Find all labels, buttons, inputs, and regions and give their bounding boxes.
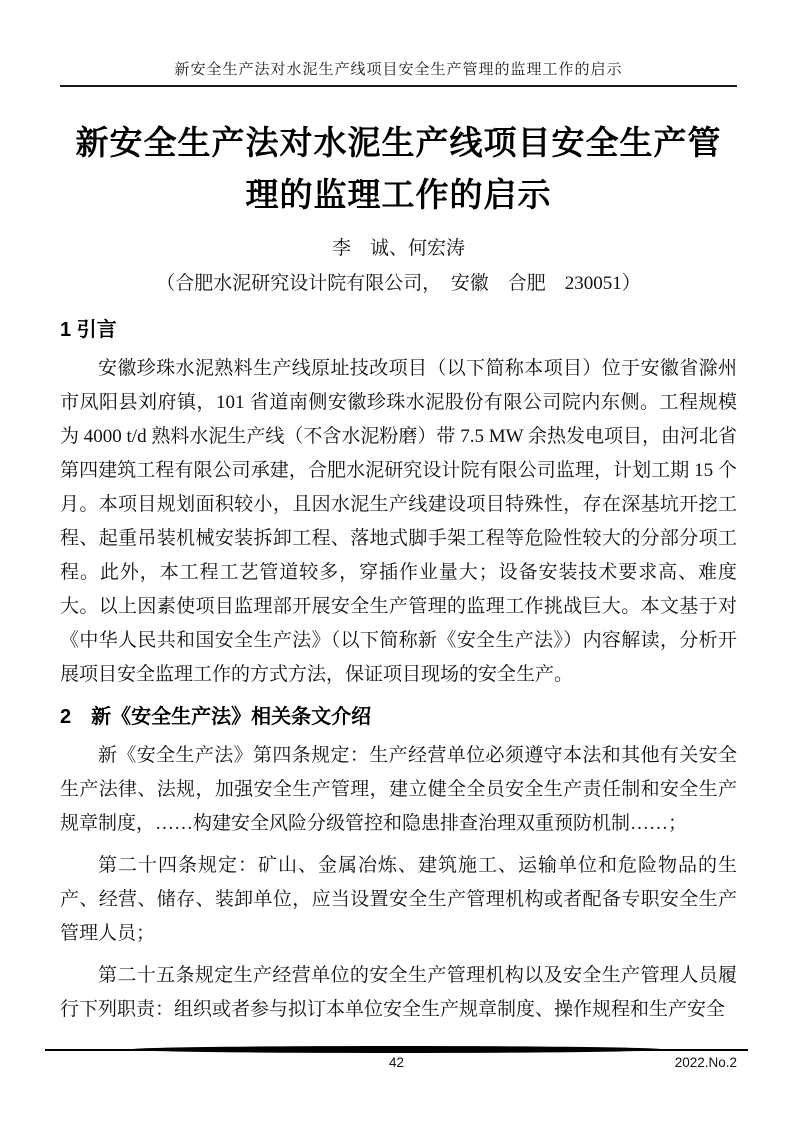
footer xyxy=(45,1046,748,1070)
header-rule xyxy=(60,85,737,87)
affiliation-line: （合肥水泥研究设计院有限公司， 安徽 合肥 230051） xyxy=(156,273,641,294)
article-title: 新安全生产法对水泥生产线项目安全生产管理的监理工作的启示 xyxy=(75,124,722,213)
section-2-heading: 2 新《安全生产法》相关条文介绍 xyxy=(60,706,372,728)
section-2-paragraph-1: 新《安全生产法》第四条规定：生产经营单位必须遵守本法和其他有关安全生产法律、法规，加强安全生产管理，建立健全全员安全生产责任制和安全生产规章制度，……构建安全风险分级管控和隐患排查治理双重预防机制……； xyxy=(60,745,737,834)
section-1-heading: 1 引言 xyxy=(60,319,117,341)
footer-rule xyxy=(45,1046,748,1053)
running-head: 新安全生产法对水泥生产线项目安全生产管理的监理工作的启示 xyxy=(174,62,623,78)
authors-line: 李 诚、何宏涛 xyxy=(331,238,465,259)
section-2-paragraph-3: 第二十五条规定生产经营单位的安全生产管理机构以及安全生产管理人员履行下列职责：组织或者参与拟订本单位安全生产规章制度、操作规程和生产安全 xyxy=(60,965,737,1020)
issue-label: 2022.No.2 xyxy=(674,1055,737,1070)
footer-text-row xyxy=(45,1055,748,1070)
section-2-paragraph-2: 第二十四条规定：矿山、金属冶炼、建筑施工、运输单位和危险物品的生产、经营、储存、装卸单位，应当设置安全生产管理机构或者配备专职安全生产管理人员； xyxy=(60,855,737,944)
section-1-paragraph: 安徽珍珠水泥熟料生产线原址技改项目（以下简称本项目）位于安徽省滁州市凤阳县刘府镇，101 省道南侧安徽珍珠水泥股份有限公司院内东侧。工程规模为 4000 t/d 熟料水泥生产线（不含水泥粉磨）带 7.5 MW 余热发电项目，由河北省第四建筑工程有限公司承建，合肥水泥研究设计院有限公司监理，计划工期 15 个月。本项目规划面积较小，且因水泥生产线建设项目特殊性，存在深基坑开挖工程、起重吊装机械安装拆卸工程、落地式脚手架工程等危险性较大的分部分项工程。此外，本工程工艺管道较多，穿插作业量大；设备安装技术要求高、难度大。以上因素使项目监理部开展安全生产管理的监理工作挑战巨大。本文基于对《中华人民共和国安全生产法》（以下简称新《安全生产法》）内容解读，分析开展项目安全监理工作的方式方法，保证项目现场的安全生产。 xyxy=(60,358,737,685)
page-number: 42 xyxy=(388,1055,405,1070)
page-content xyxy=(0,58,793,1027)
